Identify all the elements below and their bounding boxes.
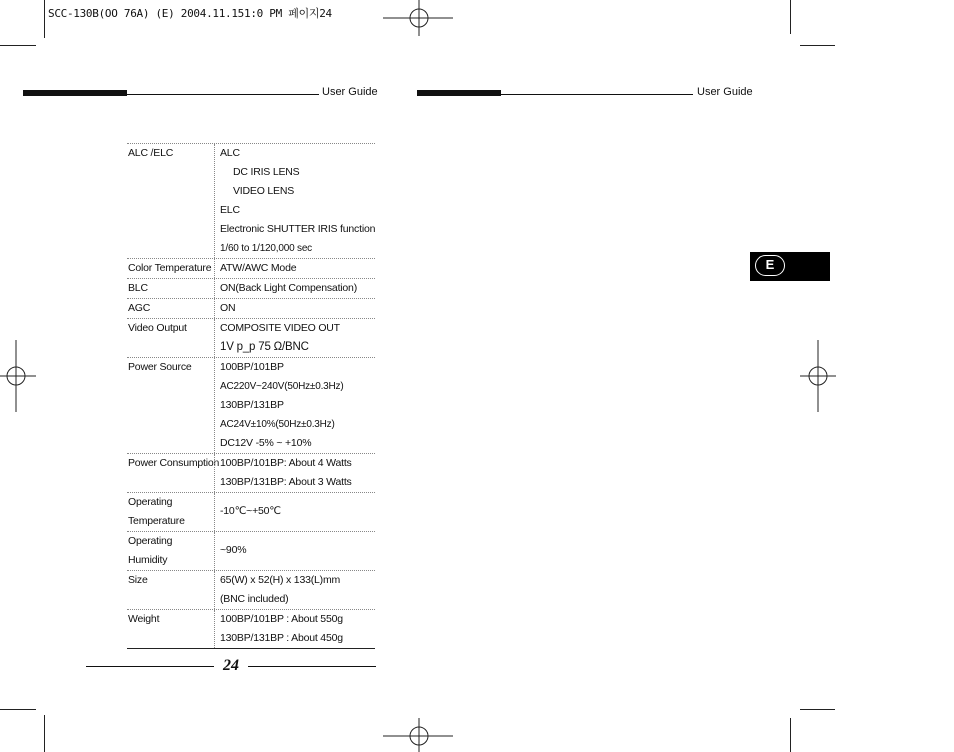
spec-label <box>128 454 220 473</box>
language-badge: E <box>755 255 785 276</box>
spec-row <box>127 570 375 609</box>
spec-column-divider <box>214 259 215 278</box>
spec-value-line: 1/60 to 1/120,000 sec <box>220 243 312 254</box>
spec-values <box>220 532 375 570</box>
spec-value-line: -10℃~+50℃ <box>220 505 281 517</box>
spec-value-line: 100BP/101BP: About 4 Watts <box>220 457 352 469</box>
spec-label-line: AGC <box>128 302 151 314</box>
spec-row <box>127 143 375 258</box>
header-rule-thick-right <box>417 90 501 96</box>
print-slug: SCC-130B(OO 76A) (E) 2004.11.151:0 PM 페이지24 <box>48 7 332 20</box>
spec-column-divider <box>214 144 215 258</box>
spec-values <box>220 279 375 298</box>
spec-row <box>127 298 375 318</box>
spec-value-line: ON <box>220 302 236 314</box>
spec-column-divider <box>214 571 215 609</box>
spec-column-divider <box>214 319 215 357</box>
spec-value-line: ON(Back Light Compensation) <box>220 282 357 294</box>
spec-label-line: Operating <box>128 535 173 547</box>
spec-label <box>128 571 214 590</box>
spec-value-line: 1V p_p 75 Ω/BNC <box>220 341 309 353</box>
header-rule-thin-left <box>127 94 319 95</box>
spec-values <box>220 259 375 278</box>
spec-row <box>127 318 375 357</box>
spec-column-divider <box>214 493 215 531</box>
spec-label-line: ALC /ELC <box>128 147 174 159</box>
spec-label <box>128 358 214 377</box>
spec-row <box>127 531 375 570</box>
spec-value-line: ELC <box>220 204 240 216</box>
spec-value-line: 130BP/131BP : About 450g <box>220 632 343 644</box>
spec-column-divider <box>214 610 215 648</box>
spec-row <box>127 492 375 531</box>
spec-value-line: AC24V±10%(50Hz±0.3Hz) <box>220 419 335 430</box>
spec-label <box>128 610 214 629</box>
spec-label <box>128 493 214 531</box>
spec-row <box>127 278 375 298</box>
page-number: 24 <box>223 657 239 674</box>
spec-label <box>128 144 214 163</box>
spec-column-divider <box>214 454 215 492</box>
spec-values <box>220 358 375 453</box>
running-head-right: User Guide <box>697 86 753 98</box>
spec-row <box>127 453 375 492</box>
spec-row <box>127 609 375 649</box>
spec-row <box>127 357 375 453</box>
spec-value-line: DC IRIS LENS <box>233 166 300 178</box>
spec-values <box>220 610 375 648</box>
spec-label-line: Power Source <box>128 361 192 373</box>
spec-label-line: Weight <box>128 613 160 625</box>
specifications-table <box>127 143 375 649</box>
spec-value-line: AC220V~240V(50Hz±0.3Hz) <box>220 381 344 392</box>
spec-value-line: 65(W) x 52(H) x 133(L)mm <box>220 574 341 586</box>
spec-values <box>220 299 375 318</box>
spec-value-line: 100BP/101BP <box>220 361 284 373</box>
spec-label-line: Power Consumption <box>128 457 220 469</box>
spec-column-divider <box>214 532 215 570</box>
registration-mark-bottom <box>383 714 455 752</box>
spec-label-line: Operating <box>128 496 173 508</box>
spec-values <box>220 144 375 258</box>
spec-column-divider <box>214 299 215 318</box>
spec-column-divider <box>214 358 215 453</box>
spec-row <box>127 258 375 278</box>
spec-value-line: ATW/AWC Mode <box>220 262 297 274</box>
spec-label <box>128 299 214 318</box>
footer-rule-left <box>86 666 214 667</box>
spec-value-line: ALC <box>220 147 240 159</box>
spec-values <box>220 319 375 357</box>
spec-values <box>220 493 375 531</box>
spec-label-line: Color Temperature <box>128 262 212 274</box>
spec-value-line: 130BP/131BP: About 3 Watts <box>220 476 352 488</box>
spec-label-line: BLC <box>128 282 148 294</box>
spec-column-divider <box>214 279 215 298</box>
header-rule-thin-right <box>501 94 693 95</box>
spec-label <box>128 319 214 338</box>
spec-label-line: Video Output <box>128 322 187 334</box>
spec-label-line: Temperature <box>128 515 185 527</box>
header-rule-thick-left <box>23 90 127 96</box>
spec-label-line: Humidity <box>128 554 168 566</box>
spec-label <box>128 259 214 278</box>
spec-value-line: ~90% <box>220 544 247 556</box>
spec-value-line: 100BP/101BP : About 550g <box>220 613 343 625</box>
spec-value-line: 130BP/131BP <box>220 399 284 411</box>
spec-value-line: (BNC included) <box>220 593 289 605</box>
spec-value-line: Electronic SHUTTER IRIS function <box>220 223 376 235</box>
spec-values <box>220 571 375 609</box>
footer-rule-right <box>248 666 376 667</box>
spec-value-line: COMPOSITE VIDEO OUT <box>220 322 340 334</box>
spec-label-line: Size <box>128 574 148 586</box>
spec-label <box>128 279 214 298</box>
language-tab <box>750 252 830 281</box>
running-head-left: User Guide <box>322 86 378 98</box>
spec-value-line: DC12V -5% ~ +10% <box>220 437 312 449</box>
spec-value-line: VIDEO LENS <box>233 185 295 197</box>
registration-mark-right <box>798 340 838 412</box>
spec-label <box>128 532 214 570</box>
registration-mark-top <box>383 0 455 40</box>
spec-values <box>220 454 375 492</box>
registration-mark-left <box>0 340 40 412</box>
